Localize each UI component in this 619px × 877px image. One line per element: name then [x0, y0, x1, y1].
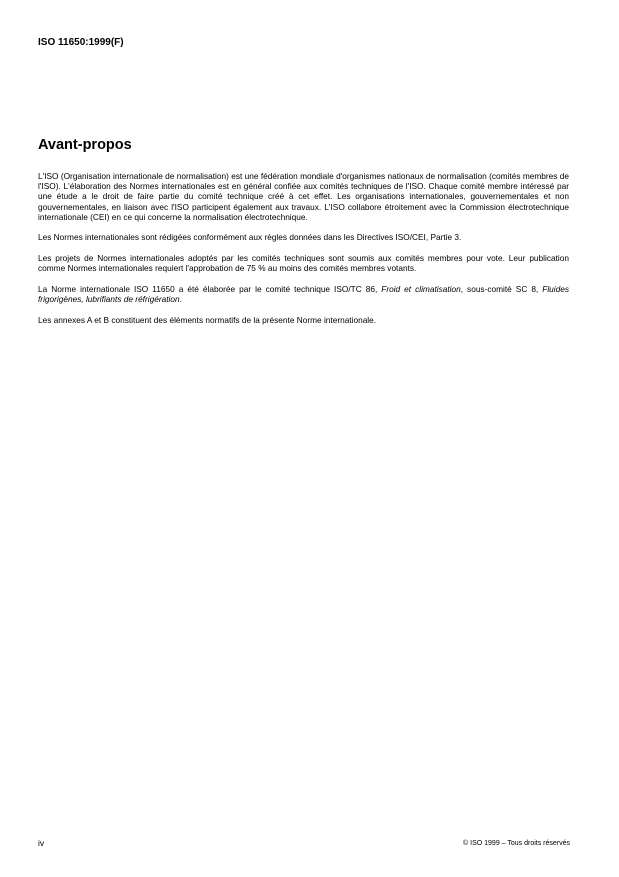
section-title: Avant-propos: [38, 137, 132, 153]
committee-name: Froid et climatisation: [381, 283, 461, 294]
paragraph-annexes: Les annexes A et B constituent des éléments normatifs de la présente Norme internationale.: [38, 314, 377, 325]
committee-text-b: , sous-comité SC 8,: [460, 283, 543, 294]
paragraph-vote: Les projets de Normes internationales adoptés par les comités techniques sont soumis aux comités membres pour vote. Leur publication comme Normes internationales requiert l'approbation de 75 % au moins des comités membres votants.: [38, 253, 569, 274]
paragraph-iso-intro: L'ISO (Organisation internationale de normalisation) est une fédération mondiale d'organismes nationaux de normalisation (comités membres de l'ISO). L'élaboration des Normes internationales est en général confiée aux comités techniques de l'ISO. Chaque comité membre intéressé par une étude a le droit de faire partie du comité technique créé à cet effet. Les organisations internationales, gouvernementales et non gouvernementales, en liaison avec l'ISO participent également aux travaux. L'ISO collabore étroitement avec la Commission électrotechnique internationale (CEI) en ce qui concerne la normalisation électrotechnique.: [38, 171, 569, 222]
paragraph-committee: [38, 284, 569, 304]
subcommittee-name: Fluides frigorigènes, lubrifiants de réfrigération: [38, 283, 569, 304]
committee-text-c: .: [179, 294, 182, 304]
body-text: [38, 171, 569, 335]
committee-text-a: La Norme internationale ISO 11650 a été élaborée par le comité technique ISO/TC 86,: [38, 283, 382, 294]
page-number: iv: [38, 838, 45, 848]
paragraph-directives: Les Normes internationales sont rédigées conformément aux règles données dans les Directives ISO/CEI, Partie 3.: [38, 232, 462, 243]
document-id: ISO 11650:1999(F): [38, 37, 124, 48]
copyright-notice: © ISO 1999 – Tous droits réservés: [463, 840, 570, 847]
